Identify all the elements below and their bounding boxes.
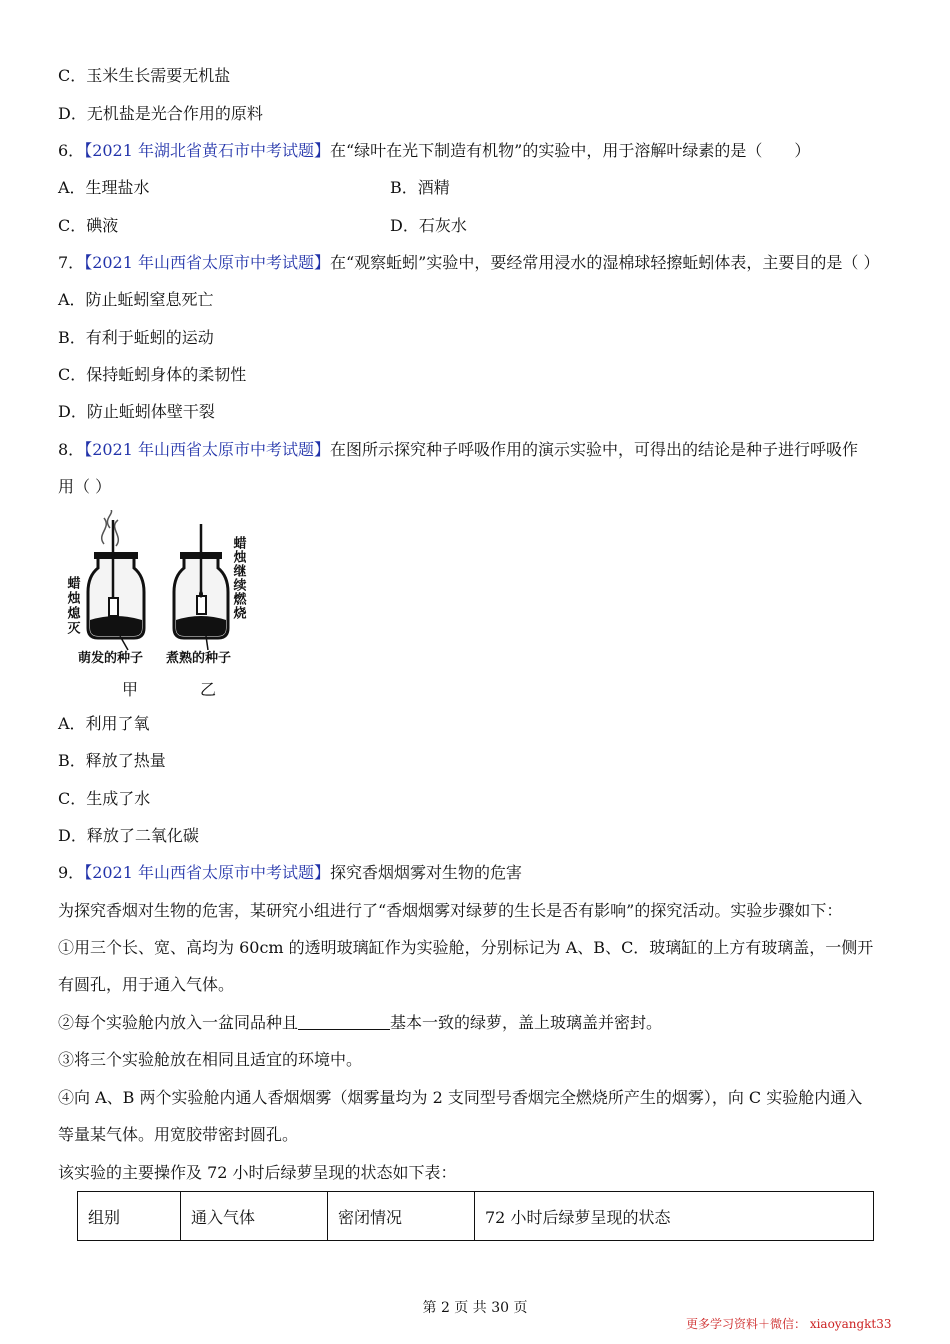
jar-yi-candle: [197, 596, 206, 614]
right-caption: 煮熟的种子: [166, 651, 232, 666]
q8-option-b: B．释放了热量: [58, 751, 166, 770]
q9-step4: ④向 A、B 两个实验舱内通人香烟烟雾（烟雾量均为 2 支同型号香烟完全燃烧所产生的烟雾），向 C 实验舱内通入: [58, 1088, 863, 1107]
experiment-table: [77, 1191, 874, 1241]
q7-option-b: B．有利于蚯蚓的运动: [58, 328, 214, 347]
q9-step1: ①用三个长、宽、高均为 60cm 的透明玻璃缸作为实验舱，分别标记为 A、B、C．玻璃缸的上方有玻璃盖，一侧开: [58, 938, 874, 957]
q9-source-tag: 【2021 年山西省太原市中考试题】: [84, 863, 330, 882]
q7-option-a: A．防止蚯蚓窒息死亡: [58, 290, 214, 309]
label-jia: 甲: [122, 680, 139, 699]
q8-number: 8．: [58, 440, 85, 459]
q8-stem-continued: 用（ ）: [58, 477, 112, 496]
label-yi: 乙: [200, 680, 217, 699]
q8-stem: [58, 439, 858, 461]
q9-intro: 为探究香烟对生物的危害，某研究小组进行了“香烟烟雾对绿萝的生长是否有影响”的探究活动。实验步骤如下：: [58, 901, 843, 920]
jar-jia-seeds: [90, 616, 142, 636]
q6-options-row1: [58, 177, 858, 199]
q9-stem: [58, 862, 522, 884]
q9-step2-text-a: ②每个实验舱内放入一盆同品种且: [58, 1013, 299, 1032]
q8-source-tag: 【2021 年山西省太原市中考试题】: [84, 440, 330, 459]
header-group: 组别: [78, 1192, 181, 1241]
q9-step2-text-b: 基本一致的绿萝，盖上玻璃盖并密封。: [390, 1013, 663, 1032]
q6-option-b: B．酒精: [390, 178, 450, 197]
left-caption: 萌发的种子: [78, 651, 144, 666]
q6-options-row2: [58, 215, 858, 237]
q6-option-a: A．生理盐水: [58, 178, 150, 197]
jar-jia: [88, 520, 144, 638]
q7-number: 7．: [58, 253, 85, 272]
q6-source-tag: 【2021 年湖北省黄石市中考试题】: [84, 141, 330, 160]
table-header-row: [78, 1192, 874, 1241]
q9-title: 探究香烟烟雾对生物的危害: [330, 863, 523, 882]
q7-source-tag: 【2021 年山西省太原市中考试题】: [84, 253, 330, 272]
header-state-after-72h: 72 小时后绿萝呈现的状态: [475, 1192, 874, 1241]
right-vertical-label: 蜡烛继续燃烧: [230, 536, 246, 620]
jar-jia-candle: [109, 598, 118, 616]
q7-stem-text: 在“观察蚯蚓”实验中，要经常用浸水的湿棉球轻擦蚯蚓体表，主要目的是（ ）: [330, 253, 880, 272]
q9-table-intro: 该实验的主要操作及 72 小时后绿萝呈现的状态如下表：: [58, 1163, 457, 1182]
q6-option-c: C．碘液: [58, 216, 119, 235]
q9-step2: [58, 1012, 662, 1034]
page-number: 第 2 页 共 30 页: [422, 1300, 528, 1316]
header-gas: 通入气体: [181, 1192, 328, 1241]
q9-step3: ③将三个实验舱放在相同且适宜的环境中。: [58, 1050, 363, 1069]
smoke-curl-2: [102, 518, 107, 544]
q5-option-d: D．无机盐是光合作用的原料: [58, 104, 263, 123]
q8-option-c: C．生成了水: [58, 789, 151, 808]
jar-jia-lid: [94, 552, 138, 559]
left-vertical-label: 蜡烛熄灭: [64, 576, 80, 636]
watermark: 更多学习资料＋微信： xiaoyangkt33: [686, 1317, 892, 1331]
q7-option-d: D．防止蚯蚓体壁干裂: [58, 402, 215, 421]
q6-option-d: D．石灰水: [390, 216, 467, 235]
q6-number: 6．: [58, 141, 85, 160]
q8-option-a: A．利用了氧: [58, 714, 150, 733]
jar-yi: [174, 524, 228, 638]
smoke-curl-3: [115, 520, 119, 546]
q6-stem: [58, 140, 810, 162]
jar-yi-seeds: [176, 616, 226, 636]
smoke-curl-1: [107, 510, 111, 528]
q7-option-c: C．保持蚯蚓身体的柔韧性: [58, 365, 247, 384]
q9-step4-continued: 等量某气体。用宽胶带密封圆孔。: [58, 1125, 299, 1144]
q9-number: 9．: [58, 863, 85, 882]
q8-option-d: D．释放了二氧化碳: [58, 826, 199, 845]
q7-stem: [58, 252, 879, 274]
q5-option-c: C．玉米生长需要无机盐: [58, 66, 231, 85]
q9-step1-continued: 有圆孔，用于通入气体。: [58, 975, 235, 994]
q8-stem-text: 在图所示探究种子呼吸作用的演示实验中，可得出的结论是种子进行呼吸作: [330, 440, 859, 459]
fill-in-blank[interactable]: [298, 1013, 390, 1030]
seed-respiration-figure: [58, 510, 258, 705]
q6-stem-text: 在“绿叶在光下制造有机物”的实验中，用于溶解叶绿素的是（ ）: [330, 141, 811, 160]
header-sealing: 密闭情况: [328, 1192, 475, 1241]
